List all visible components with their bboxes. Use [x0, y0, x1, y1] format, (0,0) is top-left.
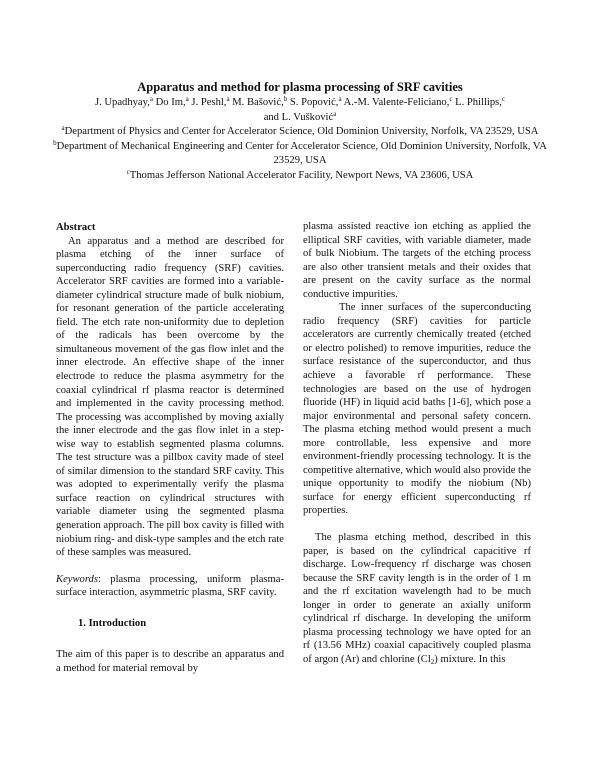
author: J. Upadhyay,$^a$	[94, 95, 153, 108]
intro-paragraph-3: The plasma etching method, described in this paper, is based on the cylindrical capacitive rf discharge. Low-frequency rf discharge was chosen because the SRF cavity length is in the order of 1 m and the rf excitation wavelength had to be much longer in order to generate an axially uniform cylindrical rf discharge. In developing the uniform plasma processing technology we have opted for an rf (13.56 MHz) coaxial capacitively coupled plasma of argon (Ar) and chlorine $(Cl_2)$ mixture. In this	[303, 532, 531, 666]
abstract-heading: Abstract	[56, 222, 96, 233]
keywords-label: Keywords	[56, 573, 98, 585]
intro-paragraph-1: The aim of this paper is to describe an apparatus and a method for material removal by	[56, 649, 284, 674]
keywords-text: : plasma processing, uniform plasma-surface interaction, asymmetric plasma, SRF cavity.	[56, 573, 284, 599]
paper-title: Apparatus and method for plasma processing of SRF cavities	[137, 80, 463, 94]
author: J. Peshl,$^a$	[188, 95, 230, 108]
paper-header	[50, 79, 550, 183]
author: Do Im,$^a$	[153, 95, 189, 108]
author: L. Phillips,$^c$	[452, 95, 506, 108]
author-list	[50, 96, 550, 125]
section-heading-introduction: 1. Introduction	[78, 617, 147, 629]
left-column	[56, 221, 284, 675]
affiliation-c: $^c$Thomas Jefferson National Accelerator Facility, Newport News, VA 23606, USA	[126, 167, 474, 181]
right-column	[303, 220, 531, 667]
author: S. Popović,$^a$	[287, 95, 342, 108]
affiliation-a: $^a$Department of Physics and Center for Accelerator Science, Old Dominion University, Norfolk, VA 23529, USA	[61, 124, 539, 137]
abstract-text: An apparatus and a method are described for plasma etching of the inner surface of superconducting radio frequency (SRF) cavities. Accelerator SRF cavities are formed into a variable-diameter cylindrical structure made of bulk niobium, for resonant generation of the particle accelerating field. The etch rate non-uniformity due to depletion of the radicals has been overcome by the simultaneous movement of the gas flow inlet and the inner electrode. An effective shape of the inner electrode to reduce the plasma asymmetry for the coaxial cylindrical rf plasma reactor is determined and implemented in the cavity processing method. The processing was accomplished by moving axially the inner electrode and the gas flow inlet in a step-wise way to establish segmented plasma columns. The test structure was a pillbox cavity made of steel of similar dimension to the standard SRF cavity. This was adopted to experimentally verify the plasma surface reaction on cylindrical structures with variable diameter using the segmented plasma generation approach. The pill box cavity is filled with niobium ring- and disk-type samples and the etch rate of these samples was measured.	[56, 235, 284, 559]
author: M. Bašović,$^b$	[229, 95, 288, 108]
author: A.-M. Valente-Feliciano,$^c$	[341, 95, 453, 108]
affiliation-b: $^b$Department of Mechanical Engineering and Center for Accelerator Science, Old Dominion University, Norfolk, VA 23529, USA	[53, 138, 547, 166]
intro-paragraph-2: The inner surfaces of the superconducting radio frequency (SRF) cavities for particle accelerators are currently chemically treated (etched or electro polished) to remove impurities, reduce the surface resistance of the superconductor, and thus achieve a favorable rf performance. These technologies are based on the use of hydrogen fluoride (HF) in liquid acid baths [1-6], which pose a major environmental and personal safety concern. The plasma etching method would present a much more controllable, less expensive and more environment-friendly processing technology. It is the competitive alternative, which would also provide the unique opportunity to modify the niobium (Nb) surface for energy efficient superconducting rf properties.	[303, 302, 531, 517]
author: and L. Vušković$^a$	[263, 109, 337, 123]
intro-paragraph-1-continued: plasma assisted reactive ion etching as applied the elliptical SRF cavities, with variable diameter, made of bulk Niobium. The targets of the etching process are also other transient metals and their oxides that are present on the cavity surface as the normal conductive impurities.	[303, 221, 531, 300]
keywords	[56, 573, 284, 600]
